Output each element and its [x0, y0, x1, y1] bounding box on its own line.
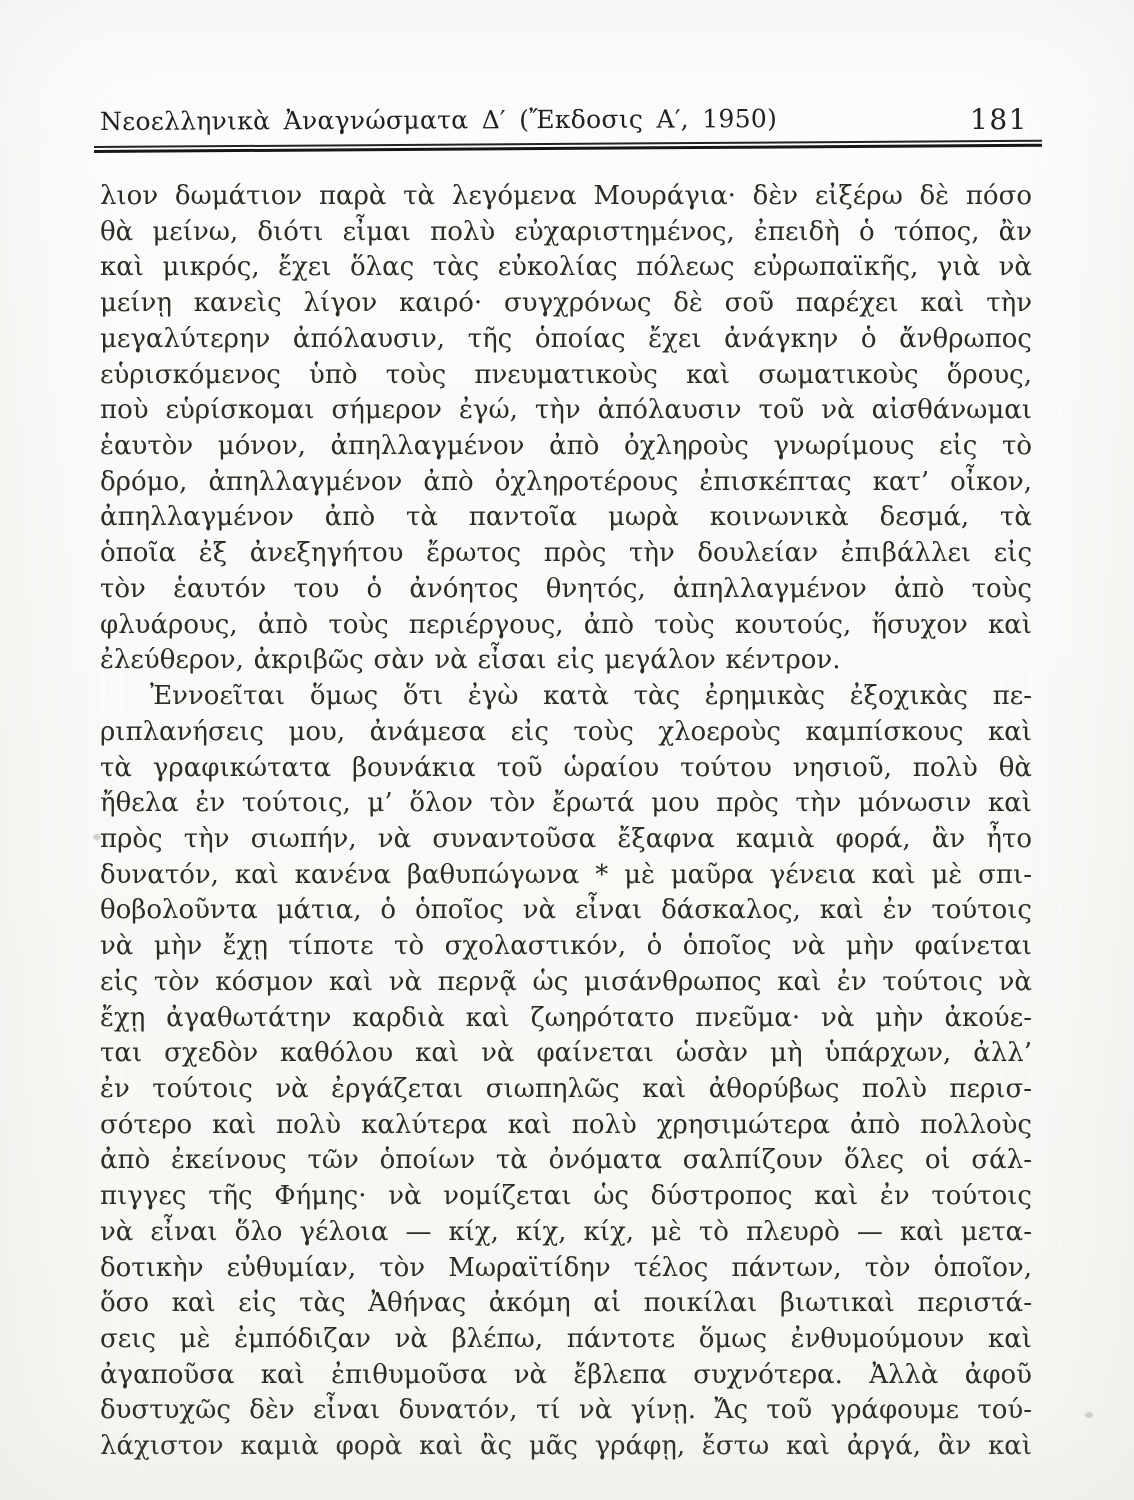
text-line: νὰ μὴν ἔχῃ τίποτε τὸ σχολαστικόν, ὁ ὁποῖος νὰ μὴν φαίνεται: [100, 931, 1032, 962]
text-line: ἐλεύθερον, ἀκριβῶς σὰν νὰ εἶσαι εἰς μεγάλον κέντρον.: [100, 645, 841, 676]
page-header: [100, 103, 1046, 145]
text-line: ὅσο καὶ εἰς τὰς Ἀθήνας ἀκόμη αἱ ποικίλαι βιωτικαὶ περιστά-: [100, 1288, 1032, 1319]
text-line: ἐν τούτοις νὰ ἐργάζεται σιωπηλῶς καὶ ἀθορύβως πολὺ περισ-: [100, 1073, 1032, 1104]
text-line: μείνῃ κανεὶς λίγον καιρό· συγχρόνως δὲ σοῦ παρέχει καὶ τὴν: [100, 288, 1032, 319]
text-line: ἑαυτὸν μόνον, ἀπηλλαγμένον ἀπὸ ὀχληροὺς γνωρίμους εἰς τὸ: [100, 431, 1032, 462]
text-line: εὑρισκόμενος ὑπὸ τοὺς πνευματικοὺς καὶ σωματικοὺς ὅρους,: [100, 359, 1032, 390]
text-line: φλυάρους, ἀπὸ τοὺς περιέργους, ἀπὸ τοὺς κουτούς, ἥσυχον καὶ: [100, 609, 1032, 640]
text-line: εἰς τὸν κόσμον καὶ νὰ περνᾷ ὡς μισάνθρωπος καὶ ἐν τούτοις νὰ: [100, 966, 1032, 997]
text-line: ἀπηλλαγμένον ἀπὸ τὰ παντοῖα μωρὰ κοινωνικὰ δεσμά, τὰ: [100, 502, 1032, 533]
text-line: θοβολοῦντα μάτια, ὁ ὁποῖος νὰ εἶναι δάσκαλος, καὶ ἐν τούτοις: [100, 895, 1032, 926]
text-line: σότερο καὶ πολὺ καλύτερα καὶ πολὺ χρησιμώτερα ἀπὸ πολλοὺς: [100, 1109, 1032, 1140]
text-line: καὶ μικρός, ἔχει ὅλας τὰς εὐκολίας πόλεως εὐρωπαϊκῆς, γιὰ νὰ: [100, 252, 1032, 283]
page-number: 181: [970, 103, 1028, 136]
text-line: τὰ γραφικώτατα βουνάκια τοῦ ὡραίου τούτου νησιοῦ, πολὺ θὰ: [100, 752, 1032, 783]
text-line: ται σχεδὸν καθόλου καὶ νὰ φαίνεται ὡσὰν μὴ ὑπάρχων, ἀλλ’: [100, 1038, 1032, 1069]
text-line: λάχιστον καμιὰ φορὰ καὶ ἂς μᾶς γράφῃ, ἔστω καὶ ἀργά, ἂν καὶ: [100, 1431, 1032, 1462]
text-line: ἀπὸ ἐκείνους τῶν ὁποίων τὰ ὀνόματα σαλπίζουν ὅλες οἱ σάλ-: [100, 1145, 1032, 1176]
text-line: δοτικὴν εὐθυμίαν, τὸν Μωραϊτίδην τέλος πάντων, τὸν ὁποῖον,: [100, 1252, 1032, 1283]
text-line: σεις μὲ ἐμπόδιζαν νὰ βλέπω, πάντοτε ὅμως ἐνθυμούμουν καὶ: [100, 1324, 1032, 1354]
scan-speck: [1085, 1412, 1093, 1418]
text-line: πρὸς τὴν σιωπήν, νὰ συναντοῦσα ἔξαφνα καμιὰ φορά, ἂν ἦτο: [100, 823, 1032, 854]
text-line: πιγγες τῆς Φήμης· νὰ νομίζεται ὡς δύστροπος καὶ ἐν τούτοις: [100, 1181, 1032, 1212]
text-block: [100, 179, 1032, 1465]
text-line: δυνατόν, καὶ κανένα βαθυπώγωνα * μὲ μαῦρα γένεια καὶ μὲ σπι-: [100, 859, 1032, 890]
text-line: νὰ εἶναι ὅλο γέλοια — κίχ, κίχ, κίχ, μὲ τὸ πλευρὸ — καὶ μετα-: [100, 1216, 1032, 1247]
scan-speck: [93, 834, 101, 840]
text-line: ποὺ εὑρίσκομαι σήμερον ἐγώ, τὴν ἀπόλαυσιν τοῦ νὰ αἰσθάνωμαι: [100, 395, 1032, 426]
running-title: Νεοελληνικὰ Ἀναγνώσματα Δ′ (Ἔκδοσις Α′, 1950): [99, 104, 778, 136]
text-line: δρόμο, ἀπηλλαγμένον ἀπὸ ὀχληροτέρους ἐπισκέπτας κατ’ οἶκον,: [100, 466, 1032, 497]
text-line: τὸν ἑαυτόν του ὁ ἀνόητος θνητός, ἀπηλλαγμένον ἀπὸ τοὺς: [100, 573, 1032, 604]
text-line: θὰ μείνω, διότι εἶμαι πολὺ εὐχαριστημένος, ἐπειδὴ ὁ τόπος, ἂν: [100, 216, 1032, 247]
text-line: ριπλανήσεις μου, ἀνάμεσα εἰς τοὺς χλοεροὺς καμπίσκους καὶ: [100, 716, 1032, 747]
text-line: δυστυχῶς δὲν εἶναι δυνατόν, τί νὰ γίνῃ. Ἄς τοῦ γράφουμε τού-: [100, 1395, 1032, 1426]
text-line: ὁποῖα ἐξ ἀνεξηγήτου ἔρωτος πρὸς τὴν δουλείαν ἐπιβάλλει εἰς: [100, 538, 1032, 569]
text-line: ἀγαποῦσα καὶ ἐπιθυμοῦσα νὰ ἔβλεπα συχνότερα. Ἀλλὰ ἀφοῦ: [100, 1359, 1032, 1390]
text-line: λιον δωμάτιον παρὰ τὰ λεγόμενα Μουράγια· δὲν εἰξέρω δὲ πόσο: [100, 181, 1032, 211]
text-line: ἔχῃ ἀγαθωτάτην καρδιὰ καὶ ζωηρότατο πνεῦμα· νὰ μὴν ἀκούε-: [100, 1002, 1032, 1033]
text-line: ἤθελα ἐν τούτοις, μ’ ὅλον τὸν ἔρωτά μου πρὸς τὴν μόνωσιν καὶ: [100, 788, 1032, 819]
text-line: μεγαλύτερην ἀπόλαυσιν, τῆς ὁποίας ἔχει ἀνάγκην ὁ ἄνθρωπος: [100, 323, 1032, 354]
text-line: Ἐννοεῖται ὅμως ὅτι ἐγὼ κατὰ τὰς ἐρημικὰς ἐξοχικὰς πε-: [150, 681, 1032, 712]
